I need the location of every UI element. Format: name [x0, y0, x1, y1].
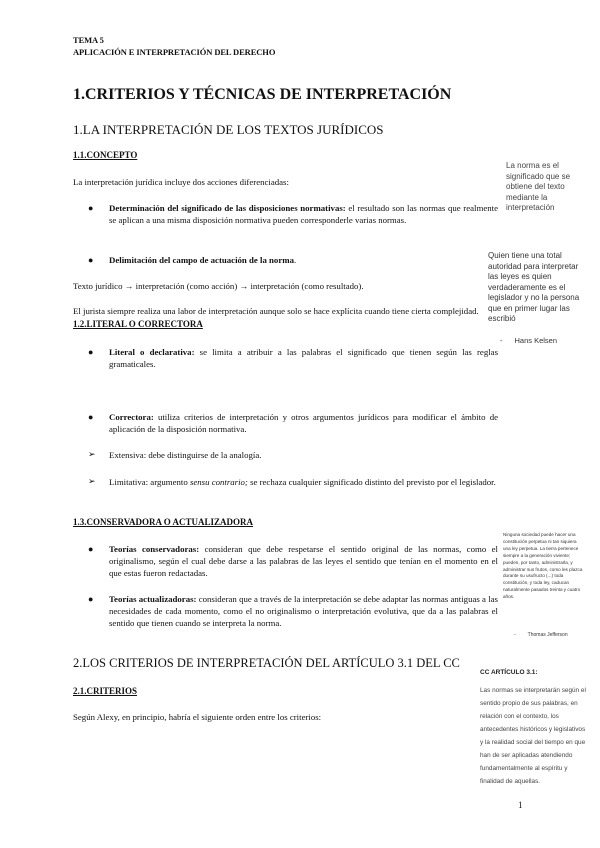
list-item — [109, 543, 498, 580]
definition: utiliza criterios de interpretación y otros argumentos jurídicos para modificar el ámbito de aplicación de la disposición normativa. — [109, 412, 498, 435]
quote-author-row — [500, 336, 557, 345]
list-item — [109, 411, 498, 435]
list-item — [109, 593, 498, 630]
section-1-heading: 1.LA INTERPRETACIÓN DE LOS TEXTOS JURÍDICOS — [73, 122, 384, 137]
term: Delimitación del campo de actuación de la norma — [109, 255, 294, 265]
sidebar-cc-title: CC ARTÍCULO 3.1: — [480, 669, 538, 676]
bullet-icon: ● — [88, 347, 94, 357]
sidebar-quote-jefferson: Ninguna sociedad puede hacer una constitución perpetua ni tan siquiera una ley perpetua. La tierra pertenece siempre a la generación viviente; pueden, por tanto, administrarla, y administrar sus frutos, como les plazca durante su usufructo (...) toda constitución, y toda ley, caducan naturalmente pasados treinta y cuatro años. — [503, 532, 583, 600]
list-item — [109, 254, 498, 266]
list-item: Extensiva: debe distinguirse de la analogía. — [109, 450, 262, 460]
bullet-icon: ● — [88, 203, 94, 213]
sidebar-quote-kelsen: Quien tiene una total autoridad para interpretar las leyes es quien verdaderamente es el legislador y no la persona que en primer lugar las escribió — [488, 251, 580, 323]
text: se rechaza cualquier significado distinto del previsto por el legislador. — [247, 477, 496, 487]
section-2-heading: 2.LOS CRITERIOS DE INTERPRETACIÓN DEL ARTÍCULO 3.1 DEL CC — [73, 656, 460, 670]
sidebar-note-norma: La norma es el significado que se obtiene del texto mediante la interpretación — [506, 161, 571, 212]
list-item — [109, 202, 498, 226]
quote-author: Hans Kelsen — [514, 336, 558, 345]
definition: consideran que debe respetarse el sentido original de las normas, como el originalismo, según el cual debe darse a las palabras de las leyes el sentido que tenían en el momento en el que estas fueron redactadas. — [109, 544, 499, 579]
quote-author: Thomas Jefferson — [527, 632, 568, 638]
header-subtitle: APLICACIÓN E INTERPRETACIÓN DEL DERECHO — [73, 47, 276, 57]
paragraph-intro: La interpretación jurídica incluye dos acciones diferenciadas: — [73, 177, 289, 187]
bullet-icon: ● — [88, 412, 94, 422]
subsection-1-3-heading: 1.3.CONSERVADORA O ACTUALIZADORA — [73, 517, 254, 527]
paragraph-flow: Texto jurídico → interpretación (como acción) → interpretación (como resultado). — [73, 281, 364, 291]
bullet-icon: ● — [88, 544, 94, 554]
term: Determinación del significado de las disposiciones normativas: — [109, 203, 346, 213]
text: Limitativa: argumento — [109, 477, 190, 487]
sidebar-cc-text: Las normas se interpretarán según el sentido propio de sus palabras, en relación con el contexto, los antecedentes históricos y legislativos y la realidad social del tiempo en que han de ser aplicadas atendiendo fundamentalmente al espíritu y finalidad de aquellas. — [480, 687, 586, 785]
page-title: 1.CRITERIOS Y TÉCNICAS DE INTERPRETACIÓN — [73, 86, 452, 103]
definition: se limita a atribuir a las palabras el significado que tienen según las reglas gramaticales. — [109, 347, 498, 370]
term: Correctora: — [109, 412, 154, 422]
bullet-icon: ● — [88, 594, 94, 604]
subsection-1-1-heading: 1.1.CONCEPTO — [73, 150, 138, 160]
term: Teorías conservadoras: — [109, 544, 200, 554]
dash: - — [514, 632, 516, 638]
list-item — [109, 346, 498, 370]
arrow-bullet-icon: ➢ — [88, 449, 96, 459]
subsection-1-2-heading: 1.2.LITERAL O CORRECTORA — [73, 319, 203, 329]
list-item — [109, 476, 498, 488]
definition: . — [293, 255, 297, 265]
italic-term: sensu contrario; — [189, 477, 248, 487]
definition: el resultado son las normas que realmente se aplican a una misma disposición normativa pueden corresponderle varias normas. — [109, 203, 498, 226]
definition: consideran que a través de la interpretación se debe adaptar las normas antiguas a las necesidades de cada momento, como el no originalismo o interpretación evolutiva, que da a las palabras el sentido que tienen cuando se interpreta la norma. — [109, 594, 498, 629]
paragraph-alexy: Según Alexy, en principio, habría el siguiente orden entre los criterios: — [73, 712, 322, 722]
subsection-2-1-heading: 2.1.CRITERIOS — [73, 686, 138, 696]
term: Literal o declarativa: — [109, 347, 195, 357]
arrow-bullet-icon: ➢ — [88, 476, 96, 486]
quote-author-row — [514, 632, 568, 638]
bullet-icon: ● — [88, 255, 94, 265]
page-number: 1 — [518, 800, 523, 810]
dash: - — [500, 336, 503, 345]
paragraph-closing: El jurista siempre realiza una labor de interpretación aunque solo se hace explícita cuando tiene cierta complejidad. — [73, 306, 479, 316]
term: Teorías actualizadoras: — [109, 594, 197, 604]
header-topic: TEMA 5 — [73, 35, 104, 45]
